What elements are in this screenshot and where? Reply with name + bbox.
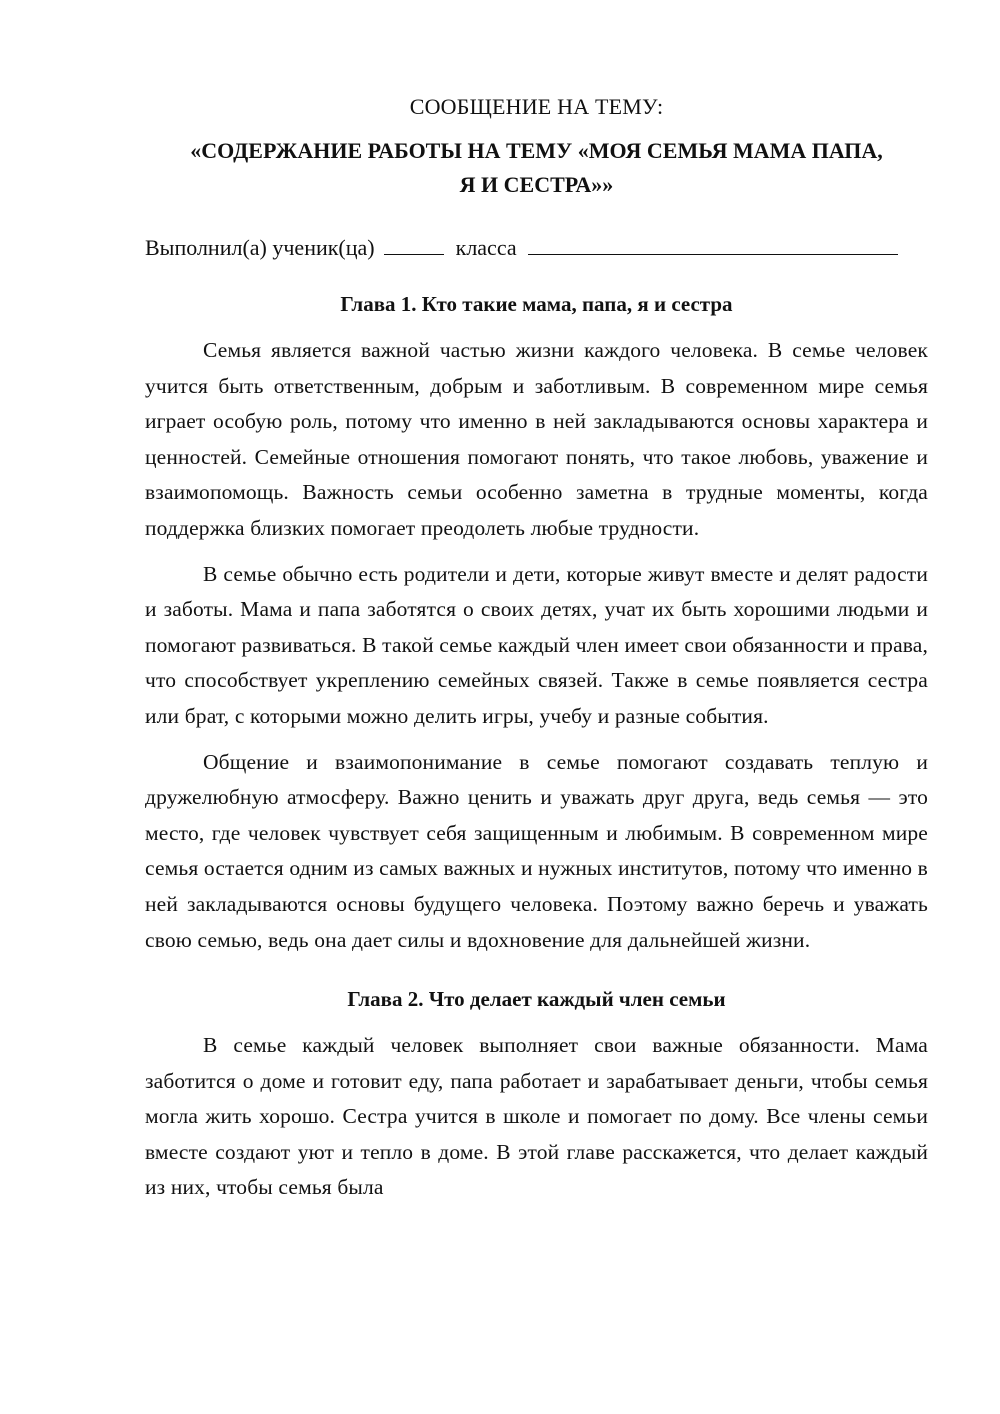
document-title-line-1: «СОДЕРЖАНИЕ РАБОТЫ НА ТЕМУ «МОЯ СЕМЬЯ МАМА ПАПА,: [190, 138, 883, 163]
document-page: [145, 92, 928, 1216]
grade-blank: [384, 232, 444, 255]
name-blank: [528, 232, 898, 255]
chapter-1-heading: Глава 1. Кто такие мама, папа, я и сестра: [340, 292, 733, 316]
document-title: [145, 134, 928, 202]
chapter-1-paragraph-3: Общение и взаимопонимание в семье помогают создавать теплую и дружелюбную атмосферу. Важно ценить и уважать друг друга, ведь семья — это место, где человек чувствует себя защищенным и любимым. В современном мире семья остается одним из самых важных и нужных институтов, потому что именно в ней закладываются основы будущего человека. Поэтому важно беречь и уважать свою семью, ведь она дает силы и вдохновение для дальнейшей жизни.: [145, 749, 928, 952]
author-label: Выполнил(а) ученик(ца): [145, 235, 375, 260]
author-line: [145, 232, 928, 263]
document-type: СООБЩЕНИЕ НА ТЕМУ:: [409, 94, 664, 119]
class-label: класса: [455, 235, 517, 260]
document-title-line-2: Я И СЕСТРА»»: [459, 172, 614, 197]
chapter-2-heading: Глава 2. Что делает каждый член семьи: [347, 987, 726, 1012]
chapter-1-paragraph-1: Семья является важной частью жизни каждого человека. В семье человек учится быть ответственным, добрым и заботливым. В современном мире семья играет особую роль, потому что именно в ней закладываются основы характера и ценностей. Семейные отношения помогают понять, что такое любовь, уважение и взаимопомощь. Важность семьи особенно заметна в трудные моменты, когда поддержка близких помогает преодолеть любые трудности.: [145, 338, 928, 540]
chapter-2-paragraph-1: В семье каждый человек выполняет свои важные обязанности. Мама заботится о доме и готовит еду, папа работает и зарабатывает деньги, чтобы семья могла жить хорошо. Сестра учится в школе и помогает по дому. Все члены семьи вместе создают уют и тепло в доме. В этой главе расскажется, что делает каждый из них, чтобы семья была: [145, 1033, 928, 1200]
chapter-1-paragraph-2: В семье обычно есть родители и дети, которые живут вместе и делят радости и заботы. Мама и папа заботятся о своих детях, учат их быть хорошими людьми и помогают развиваться. В такой семье каждый член имеет свои обязанности и права, что способствует укреплению семейных связей. Также в семье появляется сестра или брат, с которыми можно делить игры, учебу и разные события.: [145, 561, 928, 728]
